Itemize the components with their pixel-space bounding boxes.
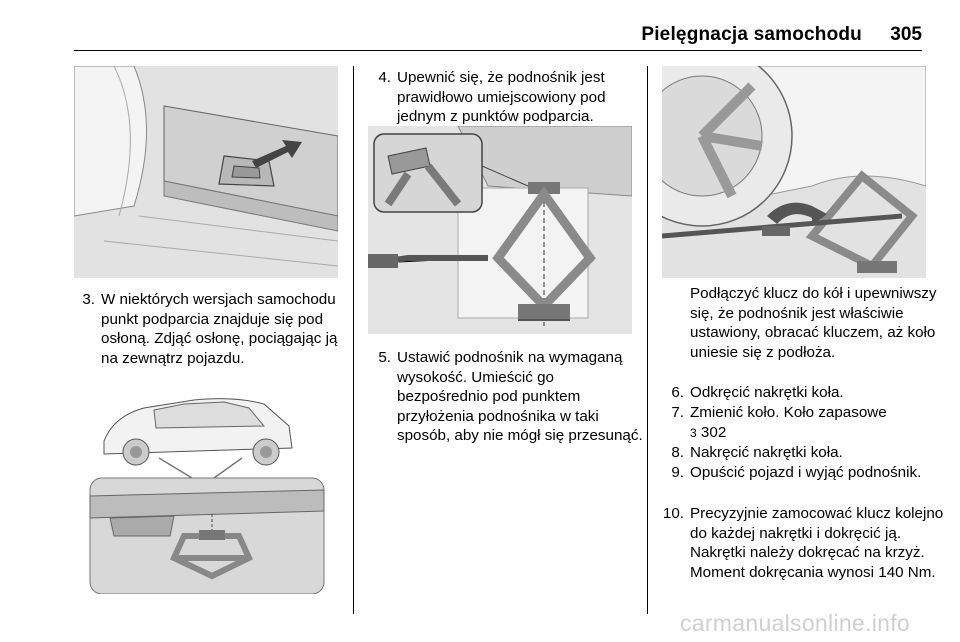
step-text: Ustawić podnośnik na wymaganą wysokość. Umieścić go bezpośrednio pod punktem przyłożenia podnośnika w taki sposób, aby nie mógł się przesunąć. bbox=[397, 349, 643, 444]
step-number: 10. bbox=[662, 505, 684, 522]
page-reference[interactable]: 302 bbox=[700, 423, 727, 441]
illustration-wheel-wrench bbox=[662, 66, 926, 278]
watermark: carmanualsonline.info bbox=[679, 610, 910, 636]
step-number: 5. bbox=[378, 349, 391, 366]
header-title: Pielęgnacja samochodu bbox=[641, 24, 862, 45]
step-7-text: Zmienić koło. Koło zapasowe bbox=[690, 404, 887, 421]
illustration-sill-cover bbox=[74, 66, 338, 278]
step-number: 4. bbox=[378, 69, 391, 86]
page-number: 305 bbox=[890, 24, 922, 45]
step-number: 3. bbox=[82, 291, 95, 308]
step-10 bbox=[656, 504, 954, 582]
step-text: Opuścić pojazd i wyjąć podnośnik. bbox=[690, 464, 922, 481]
step-text: Precyzyjnie zamocować klucz kolejno do każdej nakrętki i dokręcić ją. Nakrętki należy dokręcać na krzyż. Moment dokręcania wynosi 140 Nm. bbox=[690, 505, 944, 581]
illustration-jack-under-point bbox=[368, 126, 632, 334]
step-5 bbox=[372, 348, 644, 446]
column-divider-2 bbox=[647, 66, 648, 614]
connect-wrench-paragraph: Podłączyć klucz do kół i upewniwszy się, że podnośnik jest właściwie ustawiony, obracać kluczem, aż koło uniesie się z podłoża. bbox=[690, 285, 937, 361]
step-6 bbox=[664, 383, 954, 403]
step-8 bbox=[664, 443, 954, 463]
step-4 bbox=[372, 68, 642, 127]
step-number: 7. bbox=[671, 404, 684, 421]
step-text bbox=[684, 403, 954, 443]
step-7 bbox=[664, 403, 954, 443]
step-text: Upewnić się, że podnośnik jest prawidłowo umiejscowiony pod jednym z punktów podparcia. bbox=[397, 69, 606, 125]
step-text: Odkręcić nakrętki koła. bbox=[690, 384, 844, 401]
page-reference-icon: 3 bbox=[690, 425, 697, 440]
step-number: 8. bbox=[671, 444, 684, 461]
step-3 bbox=[76, 290, 346, 368]
step-number: 9. bbox=[671, 464, 684, 481]
step-9 bbox=[664, 463, 954, 483]
step-number: 6. bbox=[671, 384, 684, 401]
step-text: W niektórych wersjach samochodu punkt podparcia znajduje się pod osłoną. Zdjąć osłonę, pociągając ją na zewnątrz pojazdu. bbox=[101, 291, 338, 367]
step-text: Nakręcić nakrętki koła. bbox=[690, 444, 843, 461]
column-divider-1 bbox=[353, 66, 354, 614]
header-rule bbox=[74, 50, 922, 51]
illustration-car-jack-point bbox=[74, 386, 338, 594]
